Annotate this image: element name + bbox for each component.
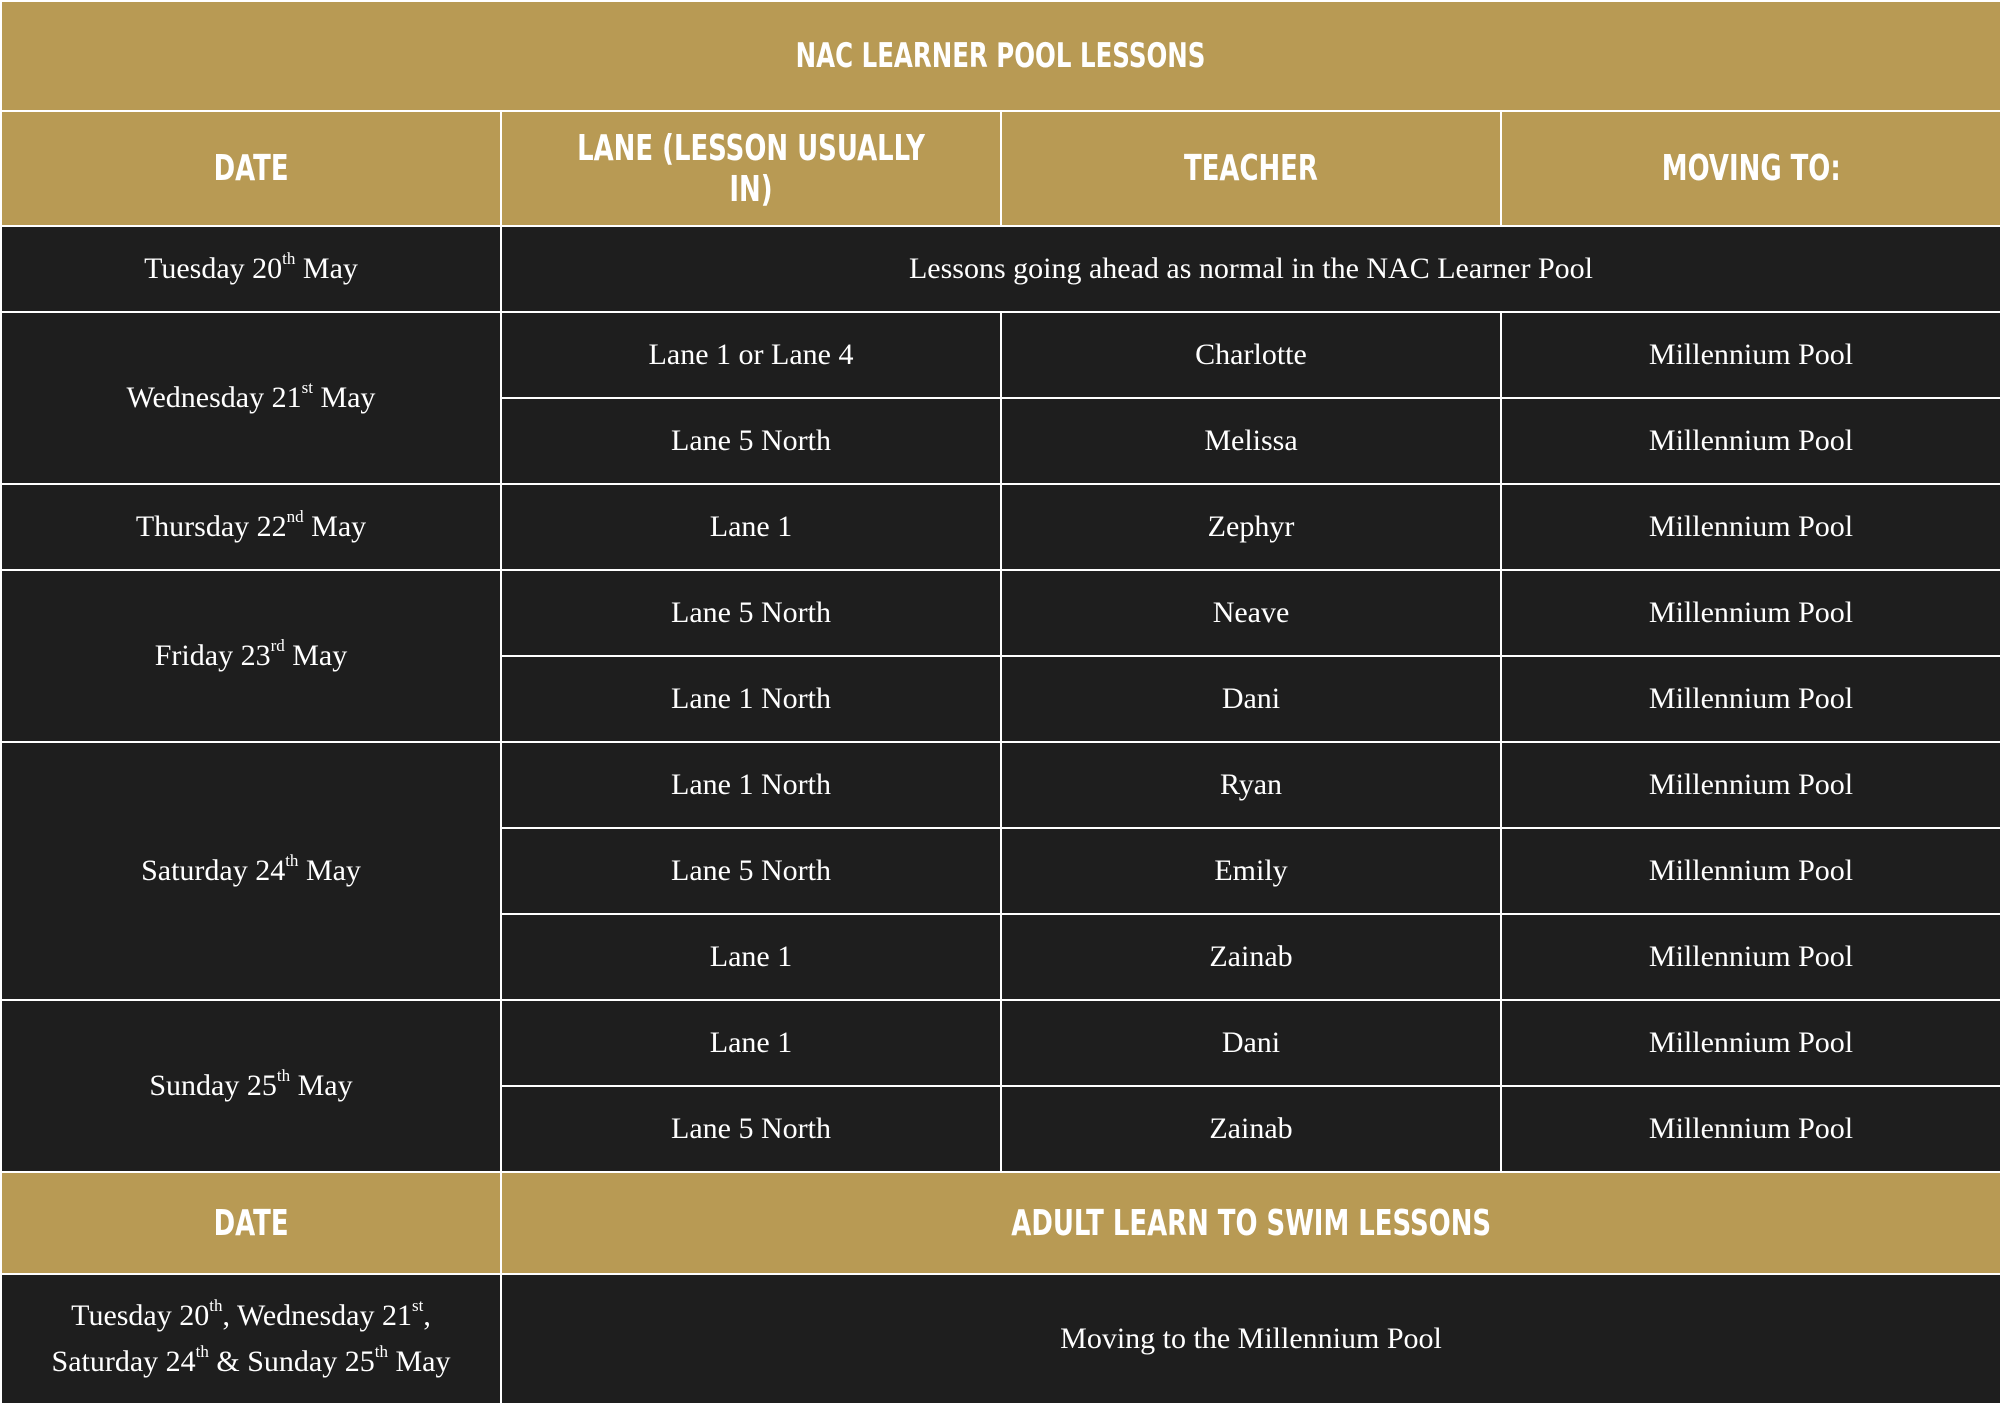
date-cell-thursday: Thursday 22nd May: [1, 484, 501, 570]
lane-cell: Lane 5 North: [501, 570, 1001, 656]
moving-to-cell: Millennium Pool: [1501, 914, 2000, 1000]
lane-cell: Lane 1: [501, 484, 1001, 570]
adult-header-date: DATE: [1, 1172, 501, 1274]
title-row: [1, 1, 2000, 111]
table-row: [1, 312, 2000, 398]
lane-cell: Lane 1 or Lane 4: [501, 312, 1001, 398]
moving-to-cell: Millennium Pool: [1501, 1086, 2000, 1172]
moving-to-cell: Millennium Pool: [1501, 656, 2000, 742]
date-cell-sunday: Sunday 25th May: [1, 1000, 501, 1172]
adult-header-title: ADULT LEARN TO SWIM LESSONS: [501, 1172, 2000, 1274]
moving-to-cell: Millennium Pool: [1501, 398, 2000, 484]
lane-cell: Lane 5 North: [501, 828, 1001, 914]
teacher-cell: Zainab: [1001, 914, 1501, 1000]
teacher-cell: Charlotte: [1001, 312, 1501, 398]
page-title: NAC LEARNER POOL LESSONS: [1, 1, 2000, 111]
date-cell-wednesday: Wednesday 21st May: [1, 312, 501, 484]
adult-dates-cell: Tuesday 20th, Wednesday 21st, Saturday 24th & Sunday 25th May: [1, 1274, 501, 1404]
header-lane: LANE (LESSON USUALLY IN): [501, 111, 1001, 226]
date-cell-friday: Friday 23rd May: [1, 570, 501, 742]
teacher-cell: Zainab: [1001, 1086, 1501, 1172]
teacher-cell: Emily: [1001, 828, 1501, 914]
lane-cell: Lane 1: [501, 1000, 1001, 1086]
moving-to-cell: Millennium Pool: [1501, 312, 2000, 398]
header-row: [1, 111, 2000, 226]
moving-to-cell: Millennium Pool: [1501, 1000, 2000, 1086]
table-row: [1, 484, 2000, 570]
date-cell-saturday: Saturday 24th May: [1, 742, 501, 1000]
lane-cell: Lane 5 North: [501, 1086, 1001, 1172]
teacher-cell: Melissa: [1001, 398, 1501, 484]
adult-note: Moving to the Millennium Pool: [501, 1274, 2000, 1404]
adult-row: [1, 1274, 2000, 1404]
teacher-cell: Ryan: [1001, 742, 1501, 828]
table-row: [1, 742, 2000, 828]
date-cell-tuesday: Tuesday 20th May: [1, 226, 501, 312]
table-row: [1, 570, 2000, 656]
moving-to-cell: Millennium Pool: [1501, 484, 2000, 570]
header-teacher: TEACHER: [1001, 111, 1501, 226]
lane-cell: Lane 1 North: [501, 742, 1001, 828]
moving-to-cell: Millennium Pool: [1501, 570, 2000, 656]
teacher-cell: Dani: [1001, 1000, 1501, 1086]
lane-cell: Lane 1 North: [501, 656, 1001, 742]
moving-to-cell: Millennium Pool: [1501, 828, 2000, 914]
header-moving-to: MOVING TO:: [1501, 111, 2000, 226]
adult-header-row: [1, 1172, 2000, 1274]
teacher-cell: Dani: [1001, 656, 1501, 742]
table-row: [1, 1000, 2000, 1086]
teacher-cell: Neave: [1001, 570, 1501, 656]
table-row: [1, 226, 2000, 312]
moving-to-cell: Millennium Pool: [1501, 742, 2000, 828]
tuesday-note: Lessons going ahead as normal in the NAC Learner Pool: [501, 226, 2000, 312]
teacher-cell: Zephyr: [1001, 484, 1501, 570]
lane-cell: Lane 5 North: [501, 398, 1001, 484]
header-date: DATE: [1, 111, 501, 226]
lane-cell: Lane 1: [501, 914, 1001, 1000]
